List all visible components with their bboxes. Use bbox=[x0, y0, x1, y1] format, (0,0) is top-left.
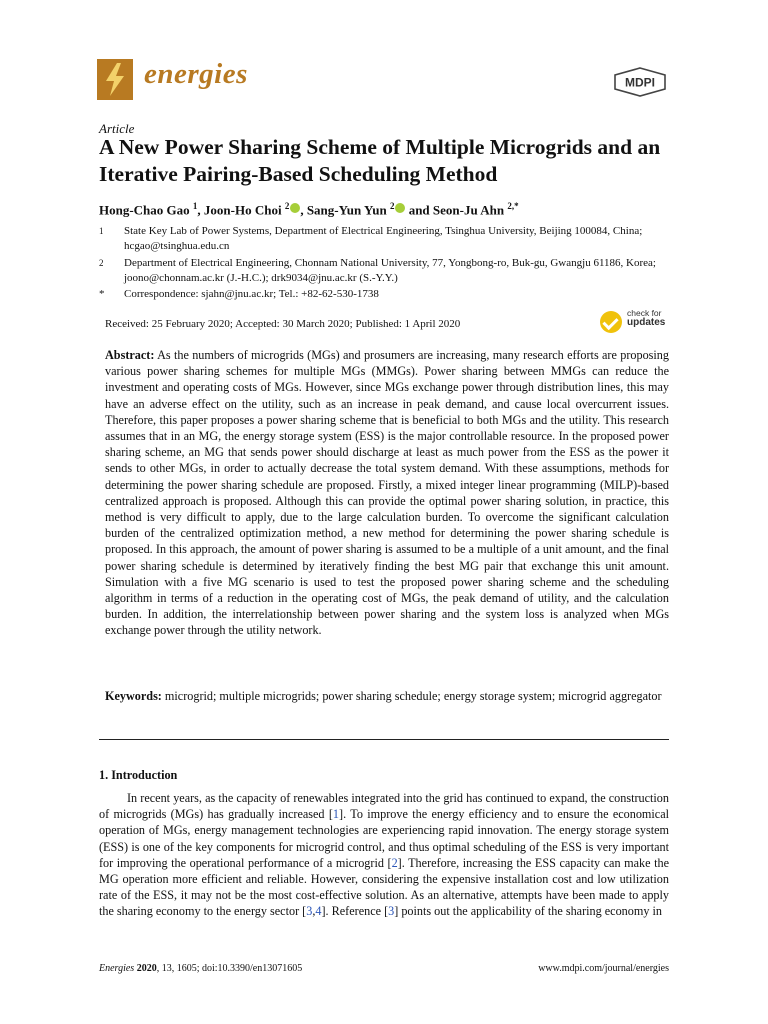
intro-text: , bbox=[312, 904, 316, 919]
affiliation-1 bbox=[99, 224, 674, 254]
lightning-icon bbox=[97, 59, 133, 100]
author-affiliation-mark: 2 bbox=[284, 201, 290, 211]
intro-text: ]. Therefore, increasing the ESS capacity can make the MG operation more efficient and reliable. However, considering the expensive installation cost and low utilization rate of the ESS, it may not be the most cost-effective solution. As an alternative, attempts have been made to apply the sharing economy to the energy sector [ bbox=[99, 855, 669, 919]
divider bbox=[99, 739, 669, 740]
author-affiliation-mark: 1 bbox=[192, 201, 198, 211]
introduction-paragraph bbox=[99, 790, 669, 920]
journal-name: energies bbox=[144, 58, 248, 90]
affiliation-text: State Key Lab of Power Systems, Department of Electrical Engineering, Tsinghua University, Beijing 100084, China; hcgao@tsinghua.edu.cn bbox=[124, 225, 643, 252]
publisher-logo bbox=[612, 67, 668, 97]
author-name: Seon-Ju Ahn bbox=[432, 202, 505, 218]
author-name: Sang-Yun Yun bbox=[306, 202, 387, 218]
orcid-icon[interactable] bbox=[395, 203, 405, 213]
footer-url[interactable]: www.mdpi.com/journal/energies bbox=[538, 963, 669, 974]
check-updates-line1: check for bbox=[627, 308, 662, 318]
affiliation-mark: 1 bbox=[99, 226, 104, 236]
keywords-label: Keywords: bbox=[105, 689, 162, 703]
author-separator: , bbox=[300, 202, 307, 218]
footer-year: 2020 bbox=[136, 963, 157, 974]
keywords bbox=[105, 688, 669, 704]
author-affiliation-mark: 2,* bbox=[507, 201, 519, 211]
citation-link[interactable]: 1 bbox=[332, 807, 340, 822]
citation-link[interactable]: 2 bbox=[391, 855, 398, 870]
checkmark-icon bbox=[600, 311, 622, 333]
correspondence bbox=[99, 287, 674, 302]
author-separator: , bbox=[197, 202, 204, 218]
article-type: Article bbox=[99, 121, 135, 136]
author-list bbox=[99, 201, 519, 218]
intro-text: ] points out the applicability of the sharing economy in bbox=[394, 904, 662, 919]
abstract-label: Abstract: bbox=[105, 348, 155, 362]
author-name: Hong-Chao Gao bbox=[99, 202, 190, 218]
abstract-text: As the numbers of microgrids (MGs) and prosumers are increasing, many research efforts are proposing various power sharing schemes for multiple MGs (MMGs). Power sharing between MMGs can reduce the investment and operating costs of MGs. However, since MGs exchange power through distribution lines, this may have an adverse effect on the utility, such as an increase in peak demand, and cause local overcurrent issues. Therefore, this paper proposes a power sharing scheme that is beneficial to both MGs and the utility. This research assumes that in an MG, the energy storage system (ESS) is the major controllable resource. In the proposed power sharing scheme, an MG that sends power should discharge at least as much power from the ESS as the power it sends to other MGs, in order to actually decrease the total system demand. With these assumptions, methods for determining the power sharing schedule are proposed. Firstly, a mixed integer linear programming (MILP)-based centralized approach is proposed. Although this can provide the optimal power sharing solution, in practice, this method is very difficult to apply, due to the large calculation burden. To overcome the significant calculation burden of the centralized optimization method, a new method for determining the power sharing schedule is proposed. In this approach, the amount of power sharing is assumed to be a multiple of a unit amount, and the final power sharing schedule is determined by iteratively finding the best MG pair that exchange this unit amount. Simulation with a five MG scenario is used to test the proposed power sharing scheme and the scheduling algorithm in terms of a reduction in the operating cost of MGs, the peak demand of utility, and the calculation burden. In addition, the interrelationship between power sharing and the system loss is analyzed when MGs exchange power through the utility network. bbox=[105, 348, 669, 638]
article-title: A New Power Sharing Scheme of Multiple Microgrids and an Iterative Pairing-Based Scheduling Method bbox=[99, 135, 661, 186]
footer-citation bbox=[99, 963, 302, 974]
intro-text: In recent years, as the capacity of renewables integrated into the grid has continued to expand, the construction of microgrids (MGs) has gradually increased [ bbox=[99, 791, 669, 822]
intro-text: ]. Reference [ bbox=[321, 904, 389, 919]
affiliation-mark: * bbox=[99, 288, 105, 300]
intro-text: ]. To improve the energy efficiency and to ensure the economical operation of MGs, energy management technologies are experiencing rapid innovation. The energy storage system (ESS) is one of the key components for microgrid control, and thus optimal scheduling of the ESS is very important for improving the operational performance of a microgrid [ bbox=[99, 807, 670, 870]
author-name: Joon-Ho Choi bbox=[203, 202, 282, 218]
footer-journal: Energies bbox=[99, 963, 135, 974]
section-heading bbox=[99, 768, 177, 783]
affiliation-mark: 2 bbox=[99, 258, 104, 268]
citation-link[interactable]: 3 bbox=[388, 904, 395, 919]
footer-volume-doi: , 13, 1605; doi:10.3390/en13071605 bbox=[156, 963, 303, 974]
keywords-text: microgrid; multiple microgrids; power sharing schedule; energy storage system; microgrid aggregator bbox=[164, 689, 662, 703]
publication-dates: Received: 25 February 2020; Accepted: 30 March 2020; Published: 1 April 2020 bbox=[105, 318, 461, 330]
affiliation-text: Correspondence: sjahn@jnu.ac.kr; Tel.: +82-62-530-1738 bbox=[124, 288, 379, 300]
citation-link[interactable]: 4 bbox=[315, 904, 322, 919]
abstract bbox=[105, 347, 669, 639]
author-affiliation-mark: 2 bbox=[389, 201, 395, 211]
affiliation-2 bbox=[99, 256, 674, 286]
orcid-icon[interactable] bbox=[290, 203, 300, 213]
section-number: 1. bbox=[99, 768, 109, 782]
author-separator: and bbox=[405, 202, 433, 218]
citation-link[interactable]: 3 bbox=[306, 904, 313, 919]
publisher-name: MDPI bbox=[625, 75, 655, 90]
check-updates-line2: updates bbox=[627, 317, 666, 328]
section-title: Introduction bbox=[111, 768, 178, 782]
journal-logo bbox=[97, 59, 133, 100]
affiliation-text: Department of Electrical Engineering, Chonnam National University, 77, Yongbong-ro, Buk-gu, Gwangju 61186, Korea; joono@chonnam.ac.kr (J.-H.C.); drk9034@jnu.ac.kr (S.-Y.Y.) bbox=[124, 257, 656, 284]
